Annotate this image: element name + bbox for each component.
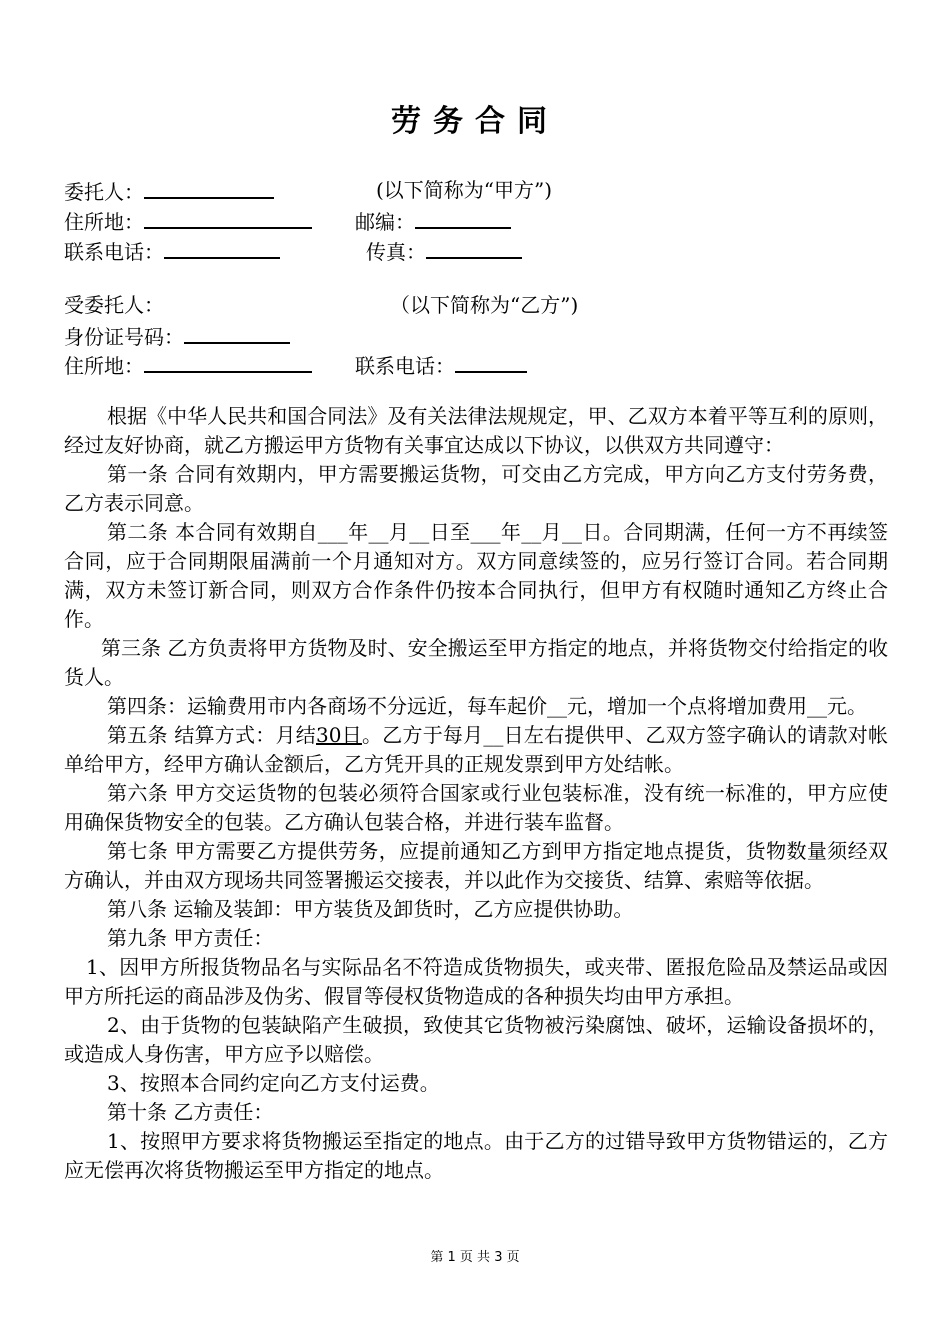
article-8: 第八条 运输及装卸：甲方装货及卸货时，乙方应提供协助。 — [107, 897, 634, 921]
address-b-label: 住所地： — [64, 354, 144, 378]
postcode-line — [355, 205, 511, 237]
postcode-blank — [415, 205, 511, 229]
phone-a-blank — [164, 235, 280, 259]
address-b-blank — [144, 349, 312, 373]
address-a-blank — [144, 205, 312, 229]
page-footer: 第 1 页 共 3 页 — [430, 1250, 520, 1265]
article-5 — [64, 721, 888, 779]
article-9: 第九条 甲方责任： — [107, 926, 274, 950]
party-a-alias: (以下简称为“甲方”) — [376, 178, 553, 202]
fax-line — [366, 235, 522, 267]
phone-b-label: 联系电话： — [355, 354, 455, 378]
fax-label: 传真： — [366, 240, 426, 264]
article-9-item-3: 3、按照本合同约定向乙方支付运费。 — [107, 1071, 440, 1095]
phone-b-line — [355, 349, 527, 381]
article-9-item-2: 2、由于货物的包装缺陷产生破损，致使其它货物被污染腐蚀、破坏，运输设备损坏的，或造成人身伤害，甲方应予以赔偿。 — [64, 1013, 888, 1066]
address-a-line — [64, 205, 312, 237]
settlement-term: 30日 — [316, 723, 362, 747]
phone-a-line — [64, 235, 280, 267]
contract-body — [64, 402, 888, 1185]
address-b-line — [64, 349, 312, 381]
phone-a-label: 联系电话： — [64, 240, 164, 264]
article-1: 第一条 合同有效期内，甲方需要搬运货物，可交由乙方完成，甲方向乙方支付劳务费，乙方表示同意。 — [64, 462, 888, 515]
article-10-item-1: 1、按照甲方要求将货物搬运至指定的地点。由于乙方的过错导致甲方货物错运的，乙方应无偿再次将货物搬运至甲方指定的地点。 — [64, 1129, 888, 1182]
id-blank — [184, 320, 290, 344]
client-label: 委托人： — [64, 180, 144, 204]
client-line — [64, 175, 274, 207]
phone-b-blank — [455, 349, 527, 373]
article-3: 第三条 乙方负责将甲方货物及时、安全搬运至甲方指定的地点，并将货物交付给指定的收货人。 — [64, 636, 888, 689]
id-line — [64, 320, 290, 352]
address-a-label: 住所地： — [64, 210, 144, 234]
article-5-rest: 。乙方于每月__日左右提供甲、乙双方签字确认的请款对帐单给甲方，经甲方确认金额后，乙方凭开具的正规发票到甲方处结帐。 — [64, 723, 889, 776]
article-6: 第六条 甲方交运货物的包装必须符合国家或行业包装标准，没有统一标准的，甲方应使用确保货物安全的包装。乙方确认包装合格，并进行装车监督。 — [64, 781, 888, 834]
article-5-head: 第五条 结算方式：月结 — [107, 723, 317, 747]
document-title: 劳务合同 — [391, 104, 559, 139]
id-label: 身份证号码： — [64, 325, 184, 349]
agent-label: 受委托人： — [64, 293, 164, 317]
client-blank — [144, 175, 274, 199]
article-9-item-1: 1、因甲方所报货物品名与实际品名不符造成货物损失，或夹带、匿报危险品及禁运品或因甲方所托运的商品涉及伪劣、假冒等侵权货物造成的各种损失均由甲方承担。 — [64, 955, 888, 1008]
article-7: 第七条 甲方需要乙方提供劳务，应提前通知乙方到甲方指定地点提货，货物数量须经双方确认，并由双方现场共同签署搬运交接表，并以此作为交接货、结算、索赔等依据。 — [64, 839, 888, 892]
party-b-alias: （以下简称为“乙方”) — [390, 293, 579, 317]
fax-blank — [426, 235, 522, 259]
article-2: 第二条 本合同有效期自___年__月__日至___年__月__日。合同期满，任何一方不再续签合同，应于合同期限届满前一个月通知对方。双方同意续签的，应另行签订合同。若合同期满，双方未签订新合同，则双方合作条件仍按本合同执行，但甲方有权随时通知乙方终止合作。 — [64, 520, 888, 631]
postcode-label: 邮编： — [355, 210, 415, 234]
article-10: 第十条 乙方责任： — [107, 1100, 274, 1124]
article-4: 第四条：运输费用市内各商场不分远近，每车起价__元，增加一个点将增加费用__元。 — [107, 694, 867, 718]
preamble: 根据《中华人民共和国合同法》及有关法律法规规定，甲、乙双方本着平等互利的原则，经过友好协商，就乙方搬运甲方货物有关事宜达成以下协议，以供双方共同遵守： — [64, 404, 888, 457]
